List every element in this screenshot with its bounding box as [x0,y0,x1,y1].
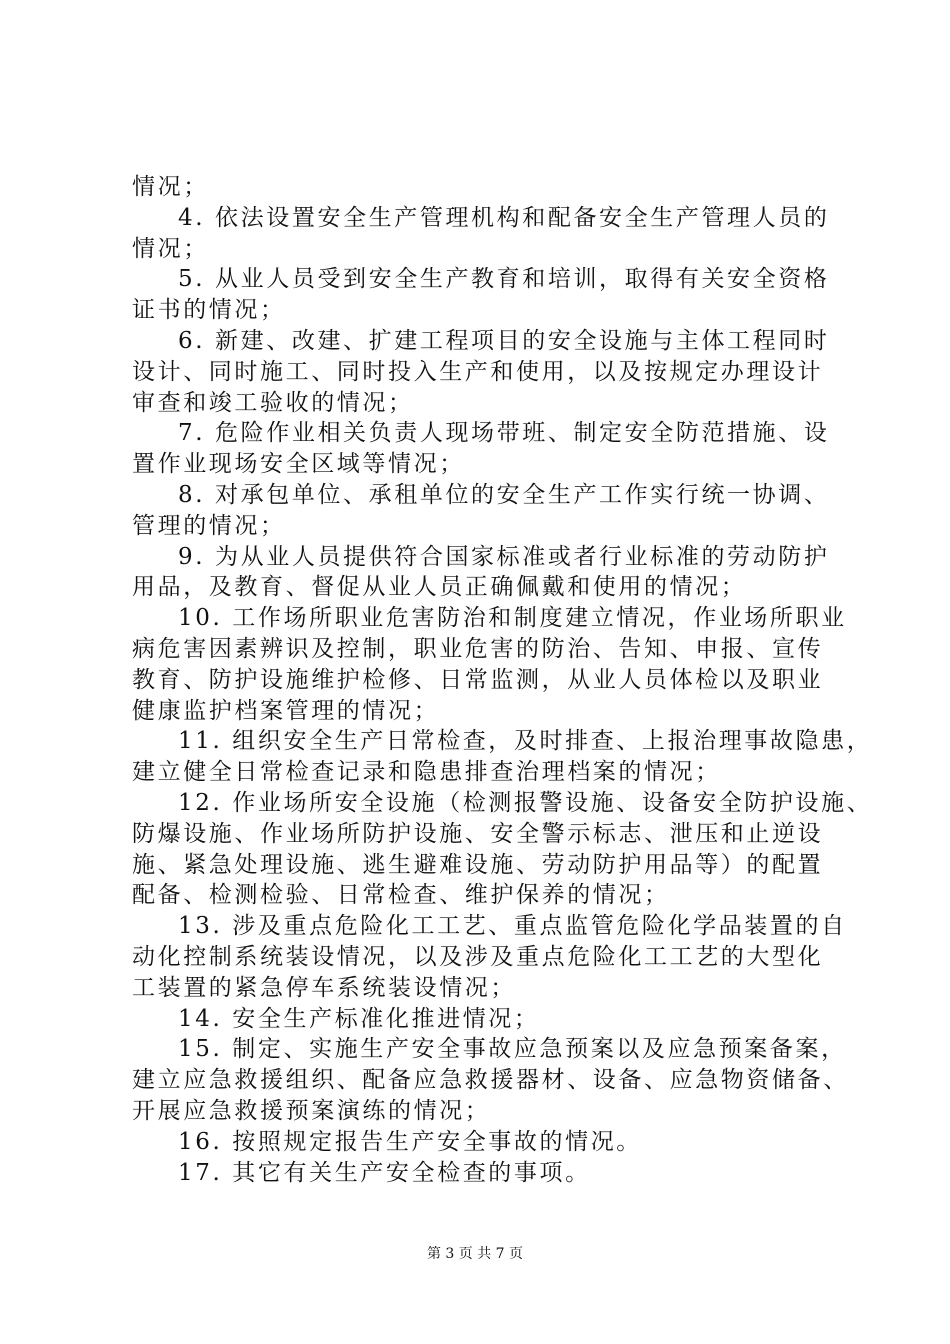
text-line: 动化控制系统装设情况，以及涉及重点危险化工工艺的大型化 [132,943,824,970]
text-line: 病危害因素辨识及控制，职业危害的防治、告知、申报、宣传 [132,635,824,662]
text-line: 17. 其它有关生产安全检查的事项。 [178,1159,591,1186]
text-line: 证书的情况； [132,297,286,324]
text-line: 6. 新建、改建、扩建工程项目的安全设施与主体工程同时 [178,327,830,354]
text-line: 14. 安全生产标准化推进情况； [178,1005,540,1032]
document-body [132,172,873,1188]
text-line: 防爆设施、作业场所防护设施、安全警示标志、泄压和止逆设 [132,820,824,847]
text-line: 工装置的紧急停车系统装设情况； [132,974,516,1001]
text-line: 情况； [132,174,209,200]
text-line: 建立健全日常检查记录和隐患排查治理档案的情况； [132,759,721,786]
text-line: 建立应急救援组织、配备应急救援器材、设备、应急物资储备、 [132,1067,849,1094]
text-line: 15. 制定、实施生产安全事故应急预案以及应急预案备案， [178,1036,847,1063]
text-line: 健康监护档案管理的情况； [132,697,440,724]
text-line: 施、紧急处理设施、逃生避难设施、劳动防护用品等）的配置 [132,851,824,878]
text-line: 开展应急救援预案演练的情况； [132,1097,491,1124]
text-line: 13. 涉及重点危险化工工艺、重点监管危险化学品装置的自 [178,913,847,940]
text-line: 12. 作业场所安全设施（检测报警设施、设备安全防护设施、 [178,789,873,816]
text-line: 10. 工作场所职业危害防治和制度建立情况，作业场所职业 [178,605,847,632]
text-line: 审查和竣工验收的情况； [132,389,414,416]
text-line: 配备、检测检验、日常检查、维护保养的情况； [132,882,670,909]
text-line: 情况； [132,235,209,262]
text-line: 7. 危险作业相关负责人现场带班、制定安全防范措施、设 [178,420,830,447]
text-line: 管理的情况； [132,512,286,539]
page-footer [0,1244,950,1264]
text-line: 置作业现场安全区域等情况； [132,451,465,478]
text-line: 11. 组织安全生产日常检查，及时排查、上报治理事故隐患， [178,728,873,755]
page-number: 第 3 页 共 7 页 [426,1246,524,1262]
text-line: 16. 按照规定报告生产安全事故的情况。 [178,1128,642,1155]
text-line: 设计、同时施工、同时投入生产和使用，以及按规定办理设计 [132,358,824,385]
text-line: 用品，及教育、督促从业人员正确佩戴和使用的情况； [132,574,747,601]
text-line: 4. 依法设置安全生产管理机构和配备安全生产管理人员的 [178,204,830,231]
text-line: 9. 为从业人员提供符合国家标准或者行业标准的劳动防护 [178,543,830,570]
text-line: 8. 对承包单位、承租单位的安全生产工作实行统一协调、 [178,481,830,508]
text-line: 教育、防护设施维护检修、日常监测，从业人员体检以及职业 [132,666,824,693]
text-line: 5. 从业人员受到安全生产教育和培训，取得有关安全资格 [178,266,830,293]
